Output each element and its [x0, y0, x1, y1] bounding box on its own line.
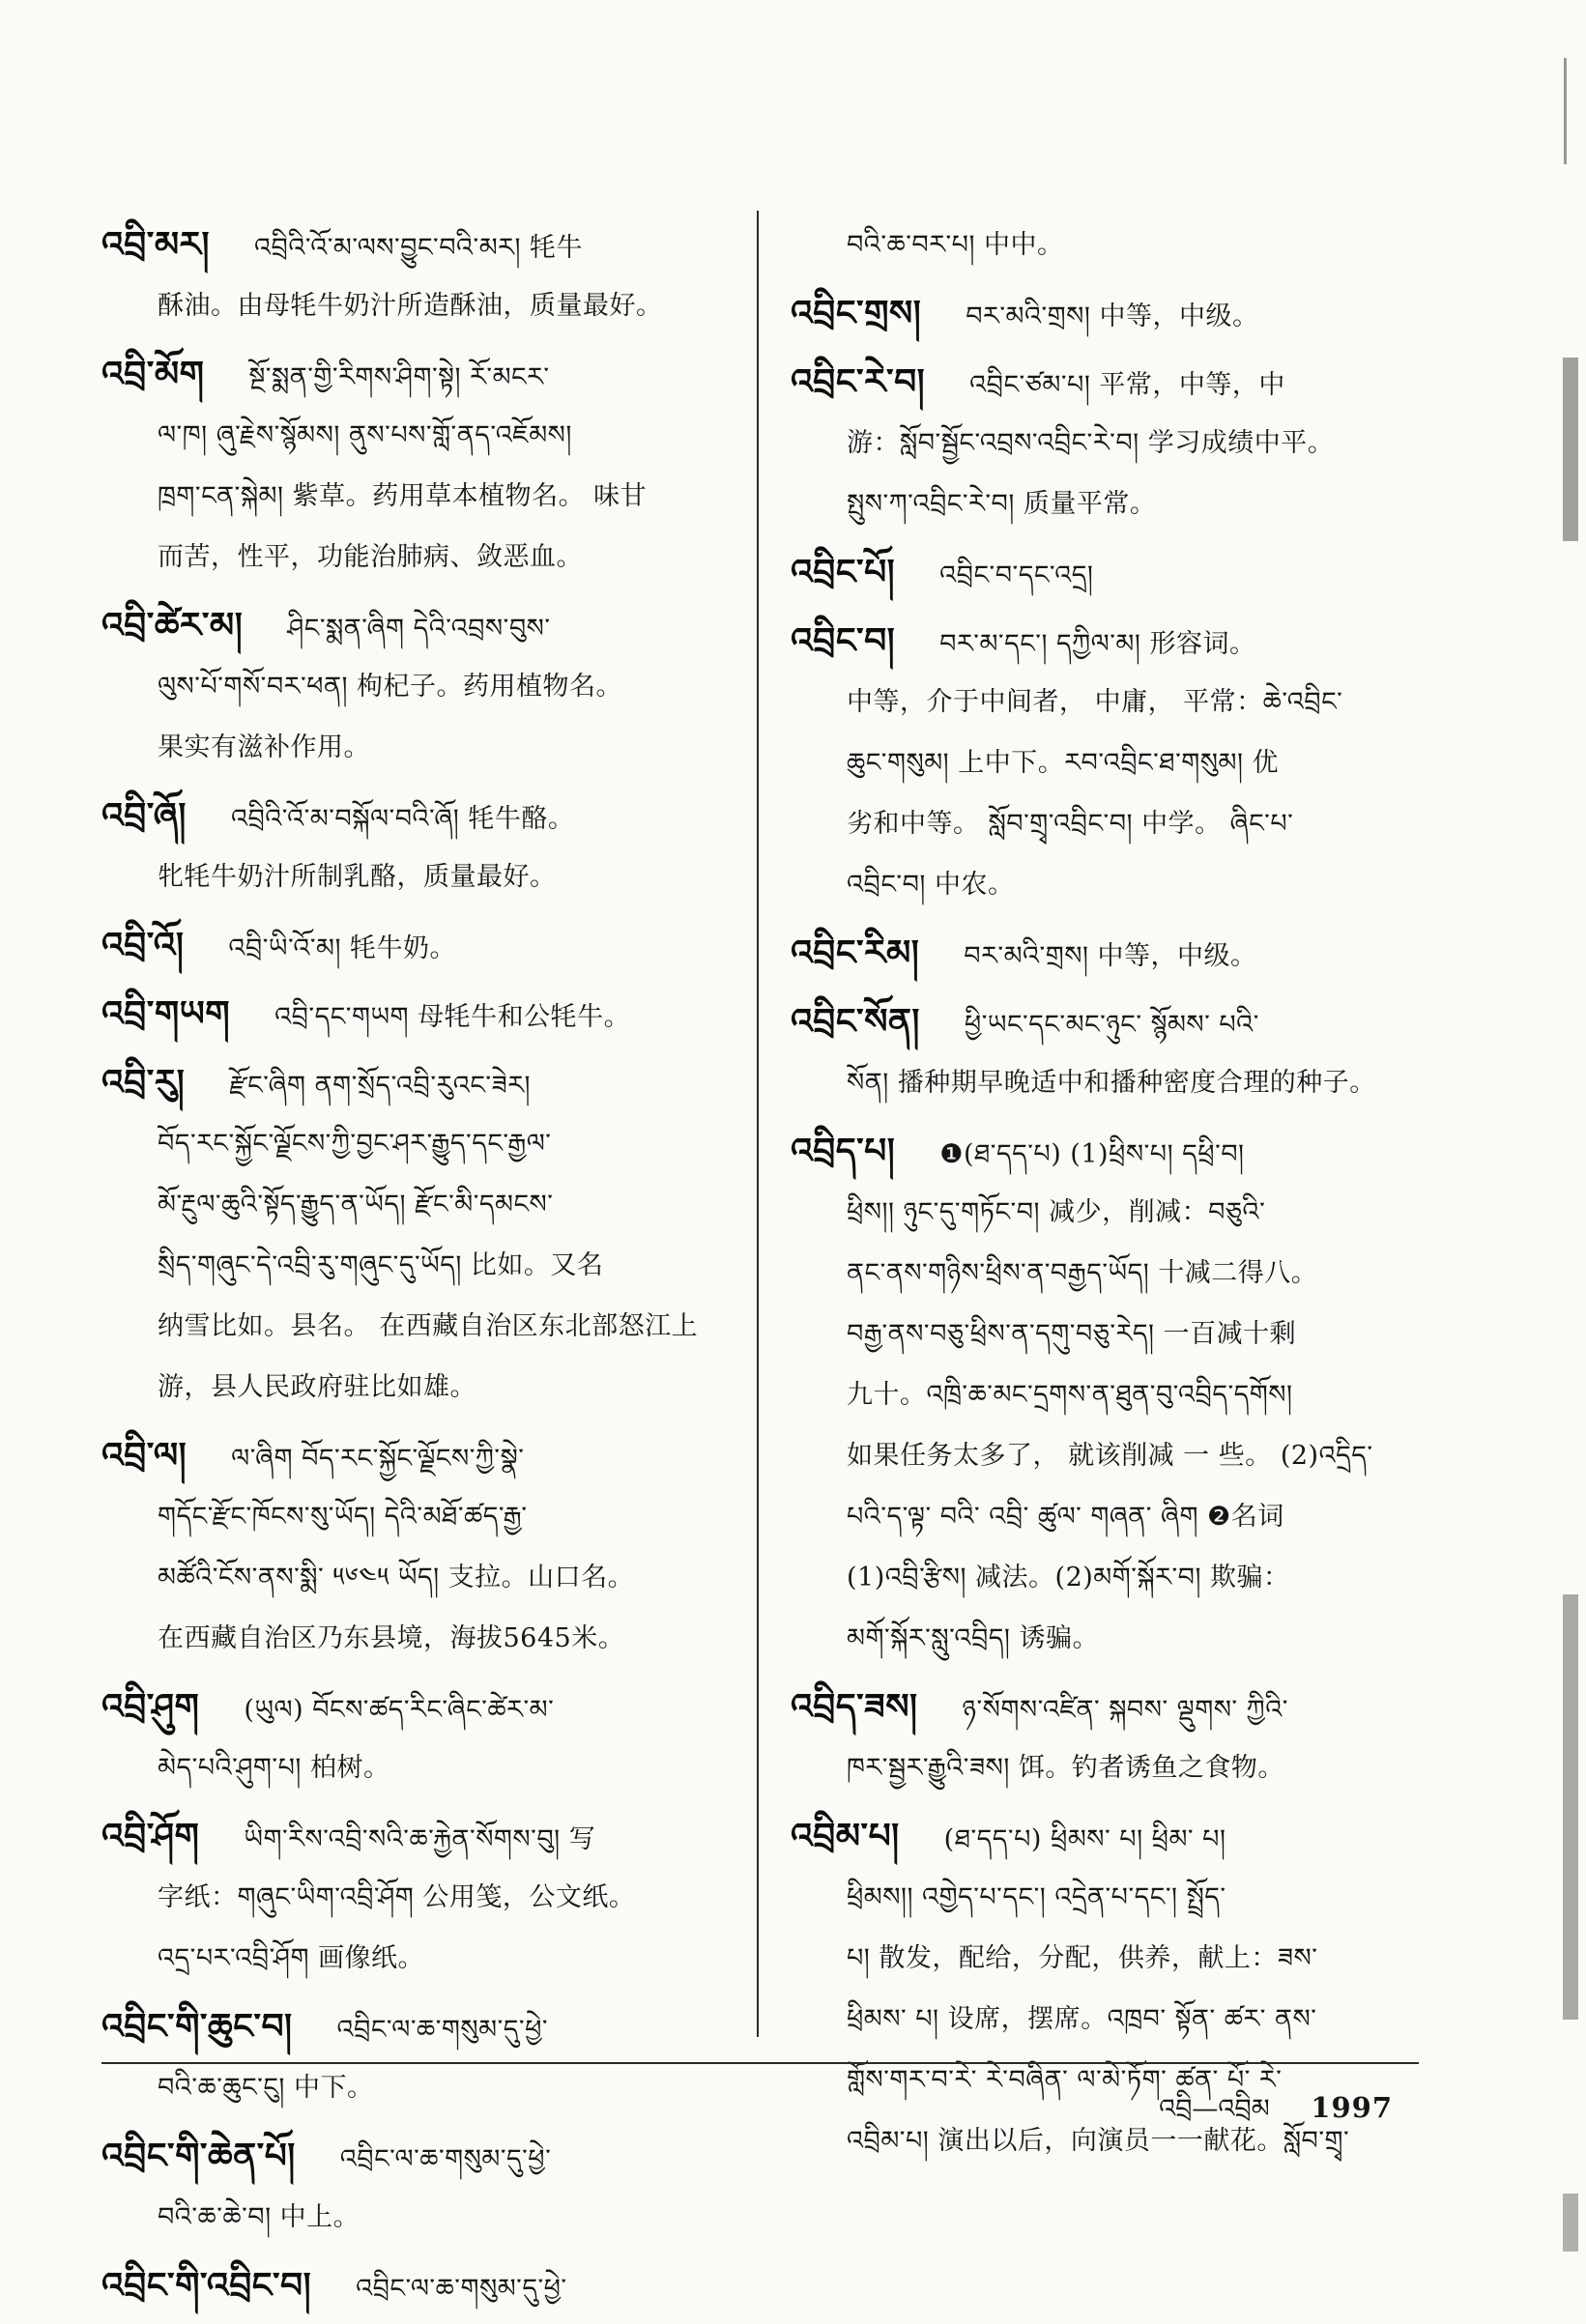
dictionary-entry: [101, 1996, 735, 2118]
headword: འབྲིང་རིམ།: [791, 933, 920, 973]
definition-text: ཁྲག་ངན་སྐེམ། 紫草。药用草本植物名。 味甘: [158, 481, 648, 511]
headword: འབྲིང་སོན།: [791, 1002, 920, 1042]
headword: འབྲི་ལ།: [101, 1436, 187, 1476]
definition-text: བར་མ་དང་། དཀྱིལ་མ། 形容词。: [939, 629, 1256, 659]
dictionary-entry: [791, 542, 1428, 603]
entry-line: [791, 1806, 1428, 1867]
definition-text: ཕྲིམས།། འགྱེད་པ་དང་། འདྲེན་པ་དང་། སྤྲོད་: [847, 1882, 1226, 1912]
dictionary-entry: [101, 215, 735, 336]
dictionary-entry: [101, 984, 735, 1045]
definition-text: 果实有滋补作用。: [158, 732, 370, 762]
headword: འབྲི་ཞོ།: [101, 796, 187, 836]
definition-text: ཤིང་སྨན་ཞིག དེའི་འབྲས་བུས་: [287, 614, 551, 644]
definition-text: 游，县人民政府驻比如雄。: [158, 1372, 476, 1402]
entry-line: [101, 1425, 735, 1486]
entry-line: [791, 611, 1428, 672]
definition-text: འབྲི་དང་གཡག 母牦牛和公牦牛。: [274, 1002, 631, 1032]
definition-text: བོད་རང་སྐྱོང་ལྗོངས་ཀྱི་བྱང་ཤར་རྒྱུད་དང་རྒྱལ་: [158, 1129, 552, 1159]
scan-edge-mark: [1564, 58, 1567, 164]
headword: འབྲིང་གྲས།: [791, 294, 922, 333]
definition-text: བར་མའི་གྲས། 中等，中级。: [966, 301, 1259, 331]
page-number: 1997: [1311, 2091, 1393, 2124]
headword: འབྲི་ཤོག: [101, 1817, 200, 1856]
headword: འབྲིང་གི་ཆེན་པོ།: [101, 2137, 296, 2176]
dictionary-entry: [791, 215, 1428, 275]
definition-text: འབྲིང་ཙམ་པ། 平常，中等，中: [969, 370, 1285, 400]
dictionary-entry: [791, 611, 1428, 915]
definition-text: འབྲིའི་འོ་མ་བསྐོལ་བའི་ཞོ། 牦牛酪。: [230, 804, 575, 834]
definition-text: མཚོའི་ངོས་ནས་སྨི་ ༥༦༤༥ ཡོད། 支拉。山口名。: [158, 1563, 635, 1592]
headword: འབྲིད་ཟས།: [791, 1687, 918, 1727]
definition-text: བའི་ཆ་ཆེ་བ། 中上。: [158, 2202, 360, 2232]
definition-text: ལུས་པོ་གསོ་བར་ཕན། 枸杞子。药用植物名。: [158, 672, 623, 702]
definition-text: ཉ་སོགས་འཛིན་ སྐབས་ ལྡུགས་ ཀྱིའི་: [962, 1695, 1288, 1725]
footer-rule: [101, 2062, 1419, 2064]
definition-text: ཕྱི་ཡང་དང་མང་ཉུང་ སྙོམས་ པའི་: [964, 1010, 1259, 1040]
headword: འབྲི་ཚེར་མ།: [101, 606, 244, 646]
definition-text: ཕྲིས།། ཉུང་དུ་གཏོང་བ། 减少，削减：བཅུའི་: [847, 1197, 1266, 1227]
definition-text: 而苦，性平，功能治肺病、敛恶血。: [158, 542, 583, 572]
definition-text: བརྒྱ་ནས་བཅུ་ཕྲིས་ན་དགུ་བཅུ་རེད། 一百减十剩: [847, 1319, 1297, 1349]
definition-text: 九十。འཁྲི་ཆ་མང་དྲགས་ན་ཐུན་བུ་འབྲིད་དགོས།: [847, 1380, 1293, 1410]
definition-text: བའི་ཆ་ཆུང་ངུ། 中下。: [158, 2073, 374, 2103]
entry-line: [791, 1677, 1428, 1737]
headword: འབྲིང་རེ་བ།: [791, 362, 926, 402]
entry-line: [101, 2255, 735, 2316]
definition-text: 纳雪比如。县名。 在西藏自治区东北部怒江上: [158, 1311, 699, 1341]
scan-edge-mark: [1563, 2194, 1578, 2252]
page-footer: [1159, 2080, 1393, 2153]
entry-line: [101, 344, 735, 405]
entry-line: [101, 215, 735, 275]
dictionary-entry: [101, 1425, 735, 1669]
dictionary-entry: [791, 1677, 1428, 1798]
definition-text: འདྲ་པར་འབྲི་ཤོག 画像纸。: [158, 1943, 425, 1973]
definition-text: ལ་ཞིག བོད་རང་སྐྱོང་ལྗོངས་ཀྱི་སྣེ་: [231, 1444, 525, 1474]
left-column: [101, 215, 735, 2324]
dictionary-entry: [791, 991, 1428, 1113]
definition-text: (ཐ་དད་པ) ཕྲིམས་ པ། ཕྲིམ་ པ།: [943, 1824, 1226, 1854]
scan-edge-mark: [1563, 358, 1578, 541]
definition-text: ལ་ཁ། ཞུ་རྗེས་སྙོམས། ནུས་པས་གློ་ནད་འཇོམས།: [158, 420, 572, 450]
definition-text: མོ་རྔུལ་ཆུའི་སྟོད་རྒྱུད་ན་ཡོད། རྫོང་མི་དམངས་: [158, 1190, 554, 1219]
definition-text: འབྲིང་ལ་ཆ་གསུམ་དུ་ཕྱེ་: [356, 2274, 567, 2304]
headword: འབྲིམ་པ།: [791, 1817, 900, 1856]
entry-line: [791, 1121, 1428, 1182]
entry-line: [101, 1806, 735, 1867]
definition-text: འབྲིང་ལ་ཆ་གསུམ་དུ་ཕྱེ་: [336, 2015, 549, 2045]
definition-text: གློས་གར་བ་རེ་ རེ་བཞིན་ ལ་མེ་ཏོག་ ཚན་ པོ་ རེ་: [847, 2065, 1283, 2095]
definition-text: བར་མའི་གྲས། 中等，中级。: [964, 941, 1257, 971]
definition-text: འབྲིང་བ་དང་འདྲ།: [939, 560, 1094, 590]
dictionary-entry: [791, 352, 1428, 534]
definition-text: ཕྲིམས་ པ། 设席，摆席。འཁྲབ་ སྟོན་ ཚར་ ནས་: [847, 2004, 1317, 2034]
entry-line: [101, 984, 735, 1045]
headword: འབྲི་གཡག: [101, 994, 231, 1034]
headword: འབྲི་ཤུག: [101, 1687, 200, 1727]
entry-line: [791, 352, 1428, 413]
column-divider: [757, 211, 759, 2037]
entry-line: [101, 595, 735, 656]
entry-line: [791, 542, 1428, 603]
definition-text: ❶(ཐ་དད་པ) (1)ཕྲིས་པ། དཕྲི་བ།: [939, 1139, 1245, 1169]
dictionary-entry: [101, 1677, 735, 1798]
entry-line: [101, 915, 735, 976]
definition-text: 字纸：གཞུང་ཡིག་འབྲི་ཤོག 公用笺，公文纸。: [158, 1882, 636, 1912]
definition-text: (ཡུལ) བོངས་ཚད་རིང་ཞིང་ཚེར་མ་: [244, 1695, 555, 1725]
dictionary-entry: [101, 1052, 735, 1418]
entry-line: [101, 1677, 735, 1737]
headword: འབྲིད་པ།: [791, 1132, 896, 1171]
definition-text: སྤུས་ཀ་འབྲིང་རེ་བ། 质量平常。: [847, 489, 1157, 519]
headword: འབྲི་མར།: [101, 225, 211, 265]
definition-text: པ། 散发，配给，分配，供养，献上：ཟས་: [847, 1943, 1318, 1973]
dictionary-entry: [791, 1121, 1428, 1669]
definition-text: གདོང་རྫོང་ཁོངས་སུ་ཡོད། དེའི་མཐོ་ཚད་རྒྱ་: [158, 1502, 528, 1532]
definition-text: པའི་ད་ལྟ་ བའི་ འབྲི་ ཚུལ་ གཞན་ ཞིག ❷名词: [847, 1502, 1284, 1532]
definition-text: 中等，介于中间者， 中庸， 平常：ཆེ་འབྲིང་: [847, 687, 1343, 717]
definition-text: 游：སློབ་སྦྱོང་འབྲས་འབྲིང་རེ་བ། 学习成绩中平。: [847, 428, 1335, 458]
dictionary-entry: [101, 2255, 735, 2316]
right-column: [791, 215, 1428, 2179]
entry-line: [101, 1052, 735, 1113]
definition-text: འབྲིང་བ། 中农。: [847, 870, 1015, 900]
definition-text: འབྲིང་ལ་ཆ་གསུམ་དུ་ཕྱེ་: [339, 2144, 552, 2174]
dictionary-entry: [791, 923, 1428, 984]
definition-text: སྲིད་གཞུང་དེ་འབྲི་རུ་གཞུང་དུ་ཡོད། 比如。又名: [158, 1250, 604, 1280]
headword: འབྲི་མོག: [101, 355, 205, 394]
definition-text: 牝牦牛奶汁所制乳酪，质量最好。: [158, 862, 557, 892]
dictionary-entry: [101, 344, 735, 588]
definition-text: (1)འབྲི་རྩིས། 减法。(2)མགོ་སྐོར་བ། 欺骗：: [847, 1563, 1290, 1592]
definition-text: ཆུང་གསུམ། 上中下。རབ་འབྲིང་ཐ་གསུམ། 优: [847, 748, 1280, 778]
definition-text: 酥油。由母牦牛奶汁所造酥油，质量最好。: [158, 291, 663, 321]
definition-text: ཁར་སྦྱར་རྒྱུའི་ཟས། 饵。钓者诱鱼之食物。: [847, 1753, 1284, 1783]
entry-line: [101, 786, 735, 846]
definition-text: 如果任务太多了， 就该削减 一 些。 (2)འདྲིད་: [847, 1441, 1373, 1471]
dictionary-entry: [101, 2126, 735, 2248]
dictionary-entry: [101, 915, 735, 976]
definition-text: རྫོང་ཞིག ནག་སྲོད་འབྲི་རུའང་ཟེར།: [229, 1071, 532, 1101]
definition-text: བའི་ཆ་བར་པ། 中中。: [847, 230, 1064, 260]
entry-line: [101, 1996, 735, 2057]
entry-line: [791, 923, 1428, 984]
definition-text: འབྲིའི་འོ་མ་ལས་བྱུང་བའི་མར། 牦牛: [254, 233, 584, 263]
headword: འབྲིང་བ།: [791, 621, 896, 661]
dictionary-entry: [791, 283, 1428, 344]
headword: འབྲིང་གི་ཆུང་བ།: [101, 2007, 293, 2047]
entry-line: [101, 2126, 735, 2187]
headword: འབྲི་རུ།: [101, 1063, 186, 1103]
definition-text: ཡིག་རིས་འབྲི་སའི་ཆ་རྐྱེན་སོགས་བུ། 写: [244, 1824, 596, 1854]
definition-text: སོན། 播种期早晚适中和播种密度合理的种子。: [847, 1068, 1376, 1098]
dictionary-entry: [101, 1806, 735, 1989]
definition-text: འབྲི་ཡི་འོ་མ། 牦牛奶。: [228, 933, 457, 963]
definition-text: སྔོ་སྨན་གྱི་རིགས་ཤིག་སྟེ། རོ་མངར་: [248, 362, 550, 392]
headword: འབྲིང་གི་འབྲིང་བ།: [101, 2266, 312, 2306]
entry-line: [791, 991, 1428, 1052]
definition-text: 在西藏自治区乃东县境，海拔5645米。: [158, 1623, 625, 1653]
headword: འབྲིང་པོ།: [791, 553, 896, 592]
definition-text: མགོ་སྐོར་སླུ་འབྲིད། 诱骗。: [847, 1623, 1099, 1653]
dictionary-entry: [101, 595, 735, 778]
headword: འབྲི་འོ།: [101, 926, 185, 965]
definition-text: 劣和中等。 སློབ་གྲྭ་འབྲིང་བ། 中学。 ཞིང་པ་: [847, 809, 1294, 839]
definition-text: ནང་ནས་གཉིས་ཕྲིས་ན་བརྒྱད་ཡོད། 十减二得八。: [847, 1258, 1318, 1288]
entry-line: [791, 283, 1428, 344]
definition-text: འབྲིམ་པ། 演出以后，向演员一一献花。སློབ་གྲྭ་: [847, 2126, 1350, 2156]
dictionary-entry: [101, 786, 735, 907]
entry-range: འབྲི—འབྲིམ: [1159, 2094, 1270, 2124]
definition-text: མེད་པའི་ཤུག་པ། 柏树。: [158, 1753, 390, 1783]
scan-edge-mark: [1563, 1594, 1578, 2020]
